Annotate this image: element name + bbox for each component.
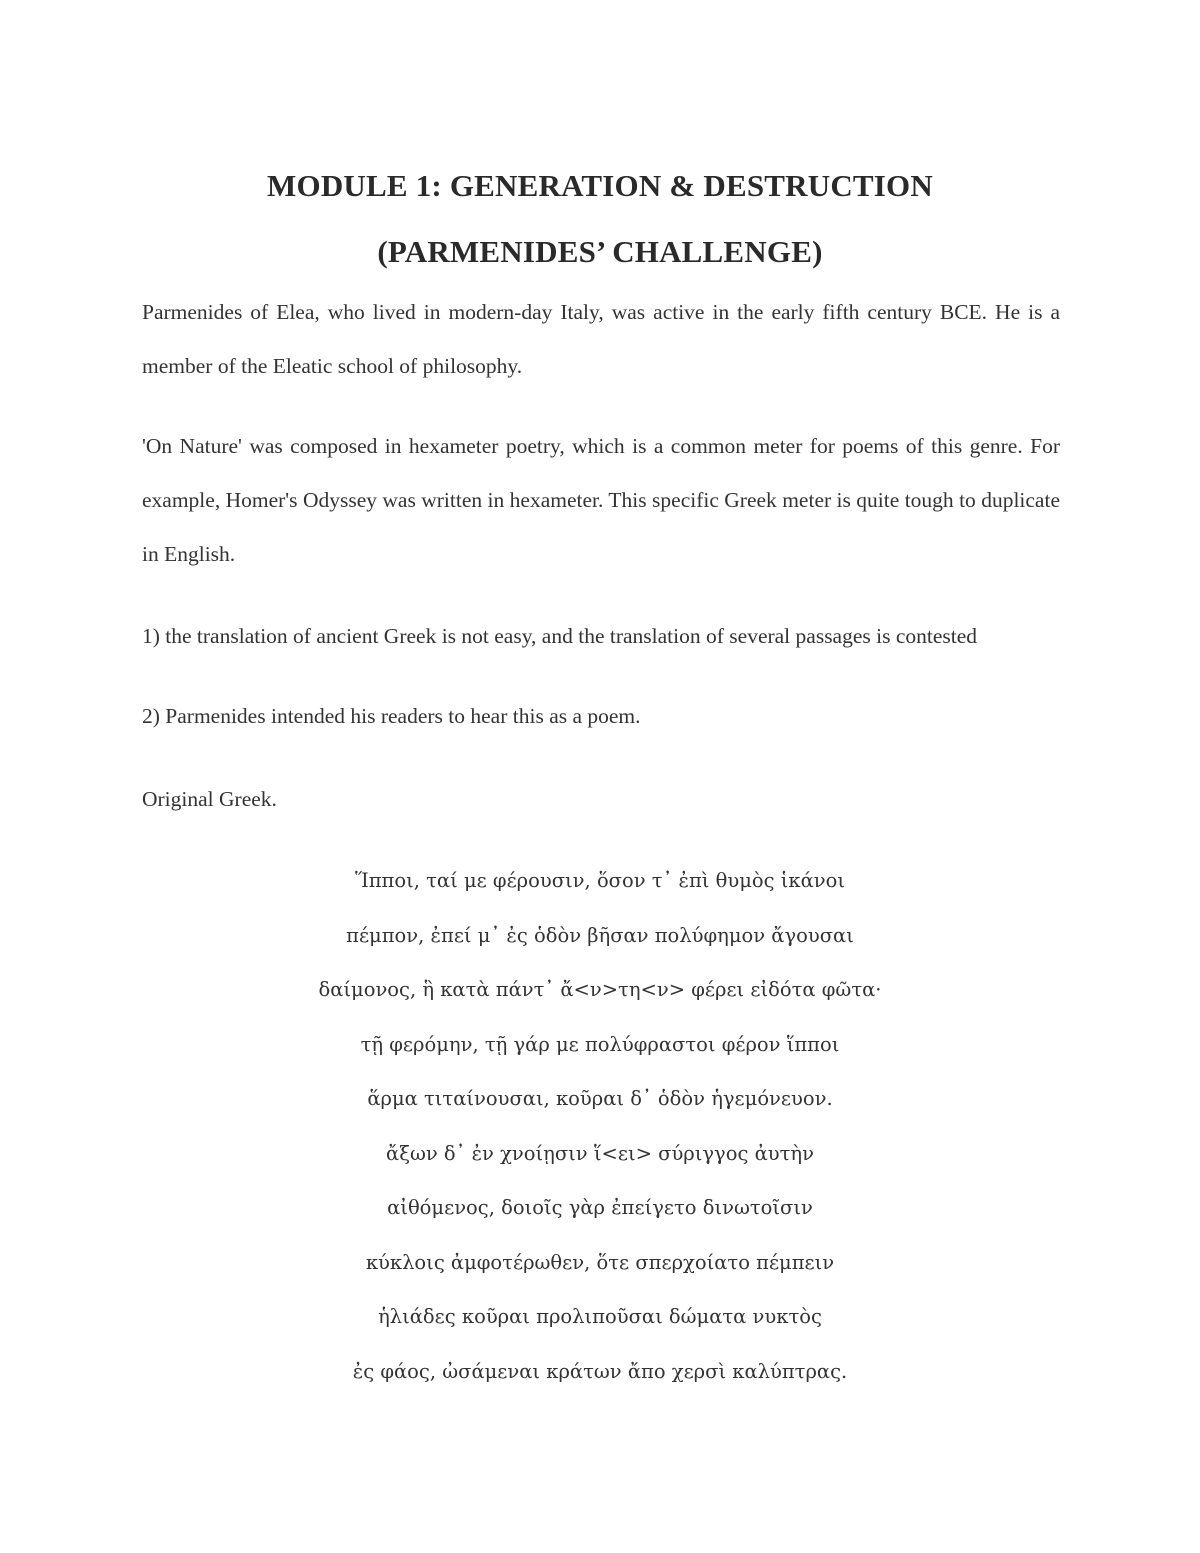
greek-line: τῇ φερόμην, τῇ γάρ με πολύφραστοι φέρον ἵπποι [360,1032,840,1056]
original-greek-heading: Original Greek. [142,787,277,811]
greek-line: Ἵπποι, ταί με φέρουσιν, ὅσον τ᾽ ἐπὶ θυμὸς ἱκάνοι [354,869,846,892]
greek-line: δαίμονος, ἣ κατὰ πάντ᾽ ἄ<ν>τη<ν> φέρει εἰδότα φῶτα· [318,978,882,1001]
module-title: MODULE 1: GENERATION & DESTRUCTION [267,168,933,203]
paragraph-translation-note: 1) the translation of ancient Greek is not easy, and the translation of several passages is contested [142,624,978,648]
greek-line: αἰθόμενος, δοιοῖς γὰρ ἐπείγετο δινωτοῖσιν [387,1196,813,1219]
greek-line: ἄξων δ᾽ ἐν χνοίῃσιν ἵ<ει> σύριγγος ἀυτὴν [386,1141,814,1165]
greek-line: ἐς φάος, ὠσάμεναι κράτων ἄπο χερσὶ καλύπτρας. [352,1359,848,1383]
greek-poem [0,854,1200,1399]
greek-line: ἅρμα τιταίνουσαι, κοῦραι δ᾽ ὁδὸν ἡγεμόνευον. [367,1087,833,1110]
greek-line: ἡλιάδες κοῦραι προλιποῦσαι δώματα νυκτὸς [378,1305,822,1328]
module-subtitle: (PARMENIDES’ CHALLENGE) [377,234,823,269]
paragraph-parmenides-intro: Parmenides of Elea, who lived in modern-day Italy, was active in the early fifth century BCE. He is a member of the Eleatic school of philosophy. [142,300,1060,378]
paragraph-poem-note: 2) Parmenides intended his readers to hear this as a poem. [142,704,641,728]
greek-line: πέμπον, ἐπεί μ᾽ ἐς ὁδὸν βῆσαν πολύφημον ἄγουσαι [346,923,854,947]
paragraph-on-nature-hexameter: 'On Nature' was composed in hexameter poetry, which is a common meter for poems of this genre. For example, Homer's Odyssey was written in hexameter. This specific Greek meter is quite tough to duplicate in English. [142,434,1060,566]
greek-line: κύκλοις ἀμφοτέρωθεν, ὅτε σπερχοίατο πέμπειν [365,1250,835,1274]
